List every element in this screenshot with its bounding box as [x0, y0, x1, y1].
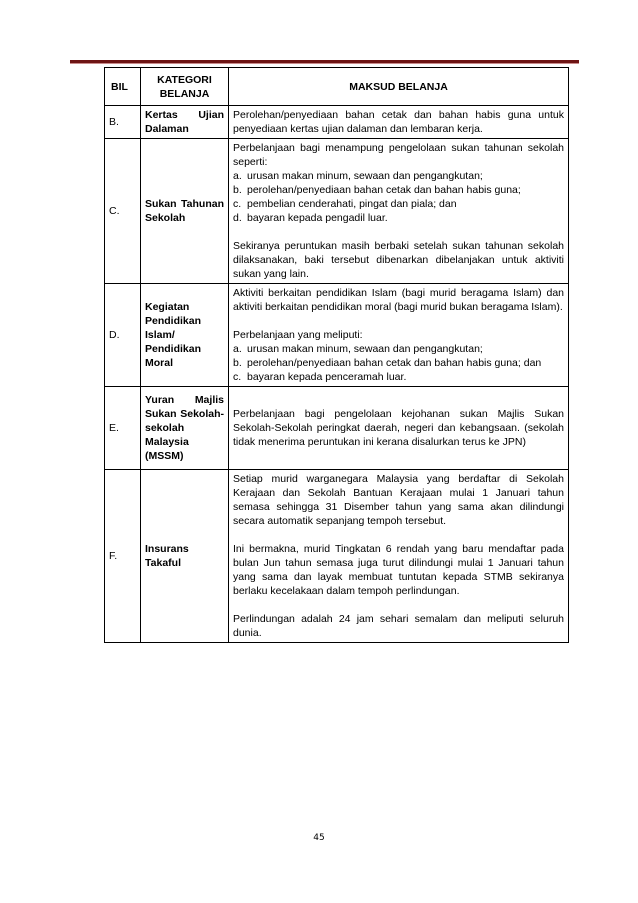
table-row	[105, 284, 569, 387]
description-paragraph-2: Ini bermakna, murid Tingkatan 6 rendah yang baru mendaftar pada bulan Jun tahun semasa juga turut dilindungi mulai 1 Januari tahun yang sama dan layak membuat tuntutan kepada STMB sekiranya berlaku kecelakaan dalam tempoh perlindungan.	[233, 543, 564, 597]
row-description	[229, 139, 569, 284]
list-text: bayaran kepada penceramah luar.	[247, 371, 407, 383]
row-description	[229, 387, 569, 470]
header-maksud: MAKSUD BELANJA	[229, 68, 569, 106]
row-bil: B.	[105, 106, 141, 139]
list-text: perolehan/penyediaan bahan cetak dan bahan habis guna; dan	[247, 357, 542, 369]
list-marker: b.	[233, 184, 242, 196]
row-bil: C.	[105, 139, 141, 284]
header-bil: BIL	[105, 68, 141, 106]
row-kategori: Yuran Majlis Sukan Sekolah-sekolah Malaysia (MSSM)	[141, 387, 229, 470]
page-number: 45	[313, 833, 325, 843]
row-kategori: Insurans Takaful	[141, 470, 229, 643]
list-marker: c.	[233, 371, 242, 383]
list-marker: d.	[233, 212, 242, 224]
list-text: perolehan/penyediaan bahan cetak dan bahan habis guna;	[247, 184, 521, 196]
list-item	[233, 169, 564, 183]
list-text: urusan makan minum, sewaan dan pengangkutan;	[247, 170, 483, 182]
list-marker: a.	[233, 343, 242, 355]
description-note: Sekiranya peruntukan masih berbaki setelah sukan tahunan sekolah dilaksanakan, baki tersebut dibenarkan dibelanjakan untuk aktiviti sukan yang lain.	[233, 240, 564, 280]
table-row	[105, 106, 569, 139]
header-kategori: KATEGORI BELANJA	[141, 68, 229, 106]
list-marker: a.	[233, 170, 242, 182]
description-intro-2: Perbelanjaan yang meliputi:	[233, 329, 363, 341]
list-text: urusan makan minum, sewaan dan pengangkutan;	[247, 343, 483, 355]
table-header-row	[105, 68, 569, 106]
list-item	[233, 183, 564, 197]
table-row	[105, 470, 569, 643]
table-row	[105, 139, 569, 284]
row-kategori: Kertas Ujian Dalaman	[141, 106, 229, 139]
description-intro: Aktiviti berkaitan pendidikan Islam (bagi murid beragama Islam) dan aktiviti berkaitan pendidikan moral (bagi murid bukan beragama Islam).	[233, 287, 564, 313]
row-bil: D.	[105, 284, 141, 387]
expense-category-table	[104, 67, 569, 643]
list-item	[233, 211, 564, 225]
list-item	[233, 370, 564, 384]
list-text: bayaran kepada pengadil luar.	[247, 212, 388, 224]
row-description	[229, 284, 569, 387]
row-kategori: Kegiatan Pendidikan Islam/ Pendidikan Moral	[141, 284, 229, 387]
list-item	[233, 197, 564, 211]
list-marker: c.	[233, 198, 242, 210]
row-description	[229, 106, 569, 139]
row-bil: E.	[105, 387, 141, 470]
header-rule-shadow	[70, 63, 579, 64]
row-kategori: Sukan Tahunan Sekolah	[141, 139, 229, 284]
table-row	[105, 387, 569, 470]
row-bil: F.	[105, 470, 141, 643]
list-item	[233, 342, 564, 356]
description-paragraph-3: Perlindungan adalah 24 jam sehari semalam dan meliputi seluruh dunia.	[233, 613, 564, 639]
list-marker: b.	[233, 357, 242, 369]
description-text: Perolehan/penyediaan bahan cetak dan bahan habis guna untuk penyediaan kertas ujian dalaman dan lembaran kerja.	[233, 109, 564, 135]
description-paragraph-1: Setiap murid warganegara Malaysia yang berdaftar di Sekolah Kerajaan dan Sekolah Bantuan Kerajaan mulai 1 Januari tahun semasa sehingga 31 Disember tahun yang sama akan dilindungi secara automatik sepanjang tempoh tersebut.	[233, 473, 564, 527]
list-text: pembelian cenderahati, pingat dan piala; dan	[247, 198, 457, 210]
list-item	[233, 356, 564, 370]
description-intro: Perbelanjaan bagi menampung pengelolaan sukan tahunan sekolah seperti:	[233, 142, 564, 168]
description-text: Perbelanjaan bagi pengelolaan kejohanan sukan Majlis Sukan Sekolah-Sekolah peringkat daerah, negeri dan kebangsaan. (sekolah tidak menerima peruntukan ini kerana disalurkan terus ke JPN)	[233, 408, 564, 448]
row-description	[229, 470, 569, 643]
